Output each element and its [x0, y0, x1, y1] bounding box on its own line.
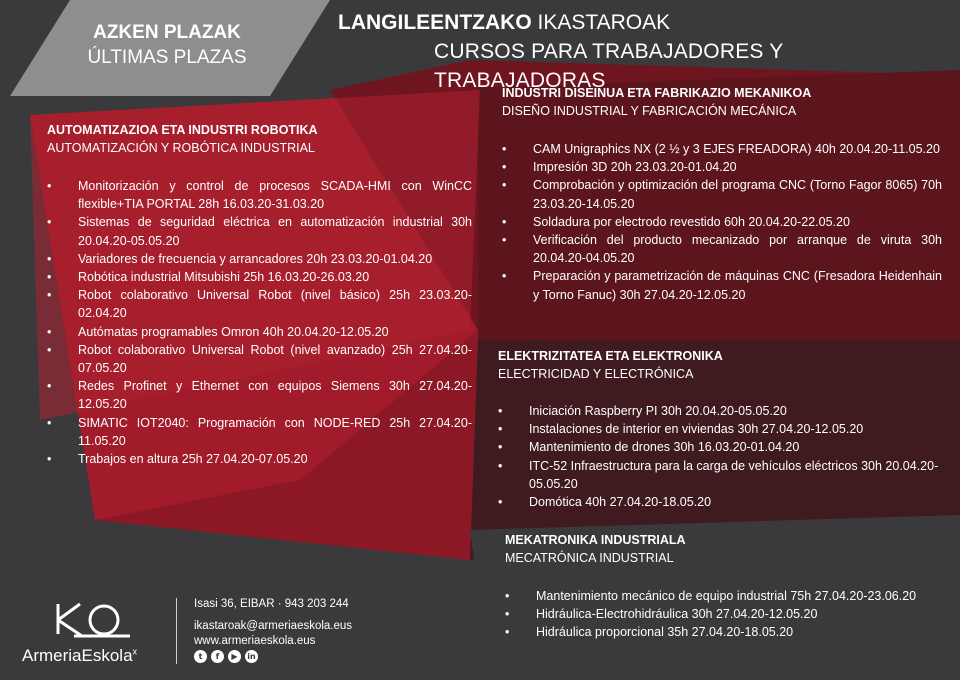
logo-name: ArmeriaEskola: [22, 646, 133, 665]
section-heading: ELEKTRIZITATEA ETA ELEKTRONIKA: [498, 349, 723, 363]
course-list: [47, 177, 472, 468]
course-item: • Robot colaborativo Universal Robot (nivel básico) 25h 23.03.20-02.04.20: [47, 286, 472, 322]
course-item: • Iniciación Raspberry PI 30h 20.04.20-05.05.20: [498, 402, 948, 420]
course-item: • Verificación del producto mecanizado por arranque de viruta 30h 20.04.20-04.05.20: [502, 231, 942, 267]
facebook-icon[interactable]: f: [211, 650, 224, 663]
title-bold: LANGILEENTZAKO: [338, 11, 532, 34]
course-item: • Robótica industrial Mitsubishi 25h 16.03.20-26.03.20: [47, 268, 472, 286]
course-item: • Hidráulica proporcional 35h 27.04.20-18.05.20: [505, 623, 950, 641]
youtube-icon[interactable]: ▶: [228, 650, 241, 663]
course-item: • Comprobación y optimización del programa CNC (Torno Fagor 8065) 70h 23.03.20-14.05.20: [502, 176, 942, 212]
section-automatizacion: [47, 122, 472, 468]
course-list: [502, 140, 942, 304]
course-item: • Mantenimiento mecánico de equipo industrial 75h 27.04.20-23.06.20: [505, 587, 950, 605]
section-electricidad: [498, 348, 948, 511]
title-rest: IKASTAROAK: [531, 11, 671, 34]
title-line2: CURSOS PARA TRABAJADORES Y TRABAJADORAS: [434, 40, 784, 92]
section-heading: AUTOMATIZAZIOA ETA INDUSTRI ROBOTIKA: [47, 123, 318, 137]
twitter-icon[interactable]: t: [194, 650, 207, 663]
section-mecatronica: [505, 532, 950, 642]
course-item: • CAM Unigraphics NX (2 ½ y 3 EJES FREADORA) 40h 20.04.20-11.05.20: [502, 140, 942, 158]
course-item: • Redes Profinet y Ethernet con equipos Siemens 30h 27.04.20-12.05.20: [47, 377, 472, 413]
course-list: [505, 587, 950, 642]
course-list: [498, 402, 948, 511]
website-link[interactable]: www.armeriaeskola.eus: [194, 635, 316, 647]
course-item: • Autómatas programables Omron 40h 20.04.20-12.05.20: [47, 323, 472, 341]
course-item: • Sistemas de seguridad eléctrica en automatización industrial 30h 20.04.20-05.05.20: [47, 213, 472, 249]
address: Isasi 36, EIBAR · 943 203 244: [194, 598, 349, 610]
section-heading: INDUSTRI DISEINUA ETA FABRIKAZIO MEKANIKOA: [502, 86, 812, 100]
section-subheading: ELECTRICIDAD Y ELECTRÓNICA: [498, 367, 694, 381]
course-item: • Instalaciones de interior en viviendas 30h 27.04.20-12.05.20: [498, 420, 948, 438]
footer-divider: [176, 598, 177, 664]
badge-line2: ÚLTIMAS PLAZAS: [87, 47, 247, 68]
course-item: • Robot colaborativo Universal Robot (nivel avanzado) 25h 27.04.20-07.05.20: [47, 341, 472, 377]
section-subheading: AUTOMATIZACIÓN Y ROBÓTICA INDUSTRIAL: [47, 141, 315, 155]
social-links: [194, 650, 258, 663]
armeria-eskola-logo: [22, 600, 162, 670]
course-item: • Mantenimiento de drones 30h 16.03.20-01.04.20: [498, 438, 948, 456]
logo-mark-icon: [52, 600, 132, 644]
course-item: • SIMATIC IOT2040: Programación con NODE-RED 25h 27.04.20-11.05.20: [47, 414, 472, 450]
course-item: • Preparación y parametrización de máquinas CNC (Fresadora Heidenhain y Torno Fanuc) 30h 27.04.20-12.05.20: [502, 267, 942, 303]
badge-line1: AZKEN PLAZAK: [93, 22, 241, 43]
contact-info: [194, 597, 352, 649]
course-item: • Variadores de frecuencia y arrancadores 20h 23.03.20-01.04.20: [47, 250, 472, 268]
section-subheading: MECATRÓNICA INDUSTRIAL: [505, 551, 674, 565]
section-heading: MEKATRONIKA INDUSTRIALA: [505, 533, 686, 547]
course-item: • ITC-52 Infraestructura para la carga de vehículos eléctricos 30h 20.04.20-05.05.20: [498, 457, 948, 493]
logo-sup: x: [132, 646, 138, 657]
last-places-badge: [62, 12, 272, 82]
course-item: • Domótica 40h 27.04.20-18.05.20: [498, 493, 948, 511]
page-title: [338, 8, 960, 95]
course-item: • Hidráulica-Electrohidráulica 30h 27.04.20-12.05.20: [505, 605, 950, 623]
section-diseno: [502, 85, 942, 304]
course-item: • Trabajos en altura 25h 27.04.20-07.05.20: [47, 450, 472, 468]
section-subheading: DISEÑO INDUSTRIAL Y FABRICACIÓN MECÁNICA: [502, 104, 797, 118]
course-item: • Impresión 3D 20h 23.03.20-01.04.20: [502, 158, 942, 176]
course-item: • Monitorización y control de procesos SCADA-HMI con WinCC flexible+TIA PORTAL 28h 16.03.20-31.03.20: [47, 177, 472, 213]
email-link[interactable]: ikastaroak@armeriaeskola.eus: [194, 620, 353, 632]
linkedin-icon[interactable]: in: [245, 650, 258, 663]
course-item: • Soldadura por electrodo revestido 60h 20.04.20-22.05.20: [502, 213, 942, 231]
